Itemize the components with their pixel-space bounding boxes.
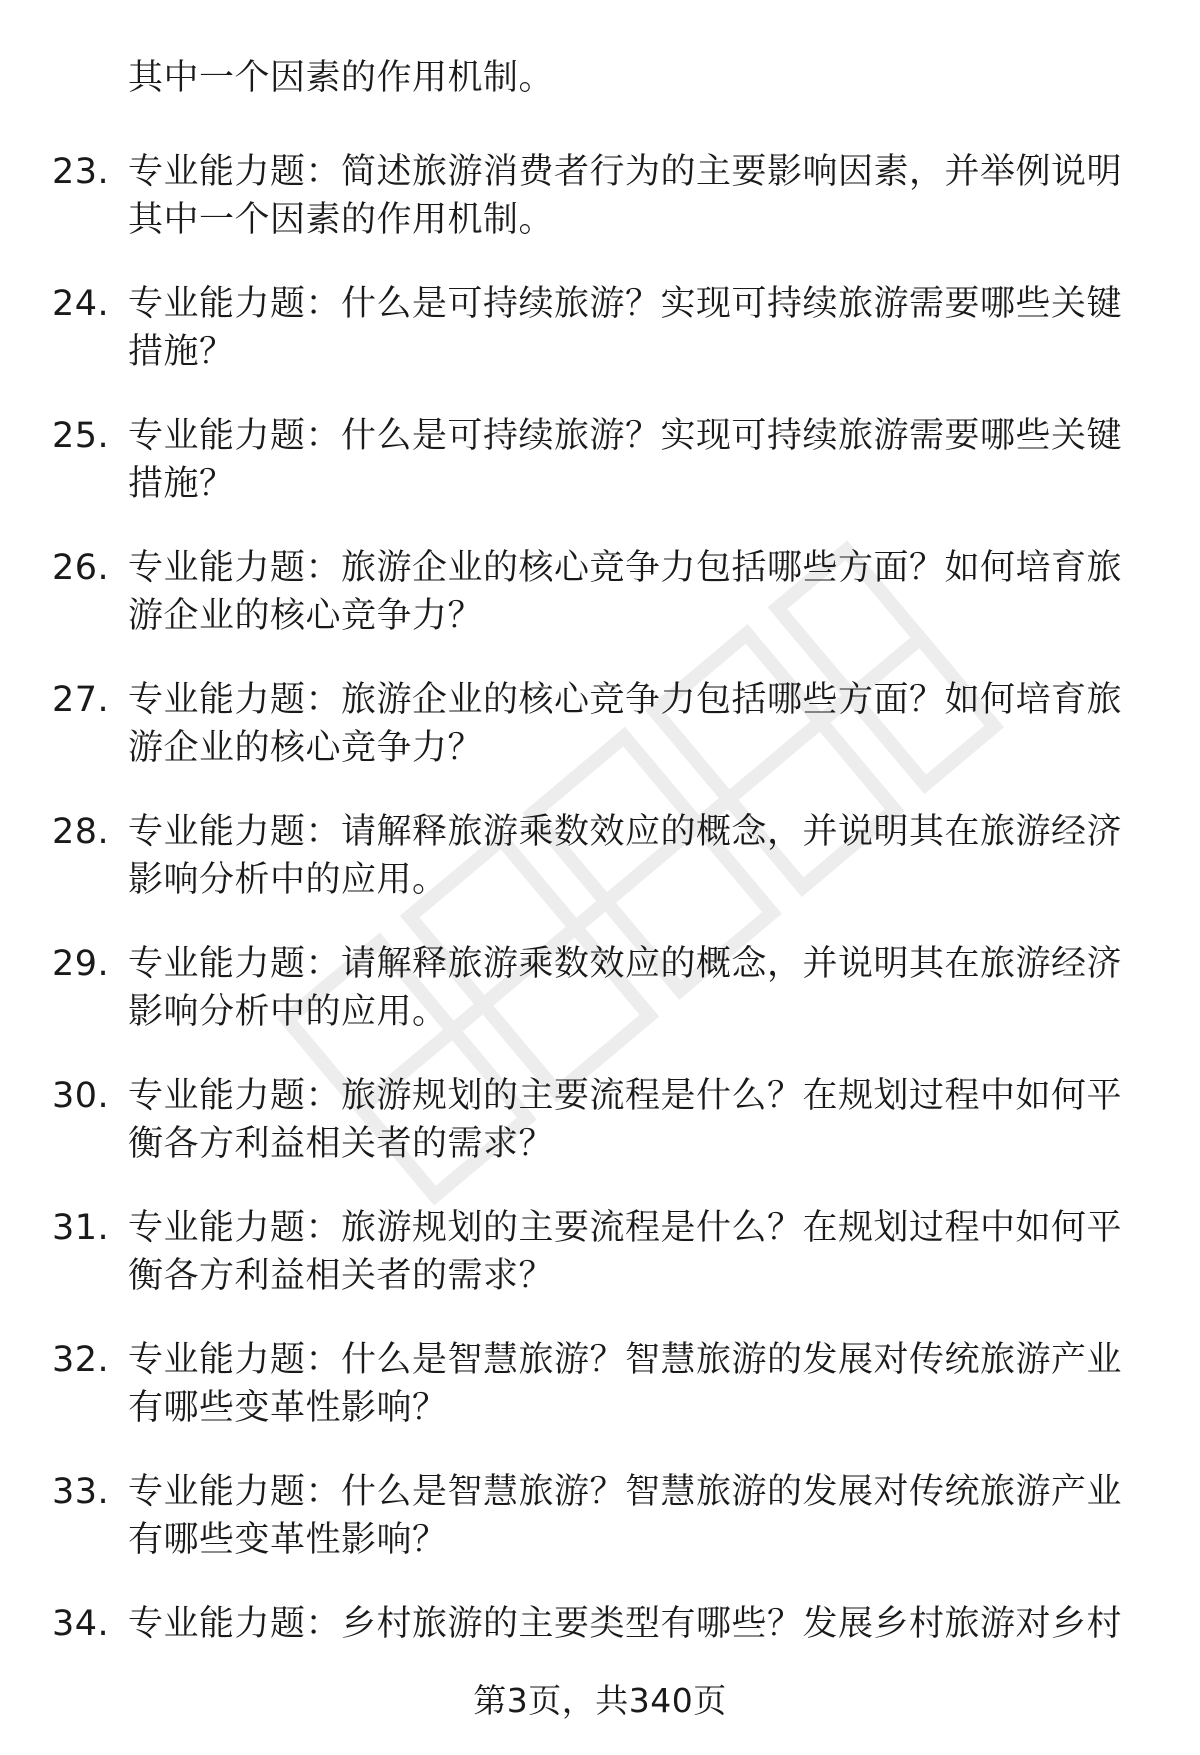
question-item — [52, 1072, 1142, 1204]
question-number: 24. — [52, 284, 110, 324]
question-text: 专业能力题：旅游企业的核心竞争力包括哪些方面？如何培育旅游企业的核心竞争力？ — [128, 680, 1123, 768]
question-text: 专业能力题：什么是智慧旅游？智慧旅游的发展对传统旅游产业有哪些变革性影响？ — [128, 1340, 1123, 1428]
question-text: 专业能力题：什么是智慧旅游？智慧旅游的发展对传统旅游产业有哪些变革性影响？ — [128, 1472, 1123, 1560]
question-text: 专业能力题：简述旅游消费者行为的主要影响因素，并举例说明其中一个因素的作用机制。 — [128, 152, 1123, 240]
continued-question-text: 其中一个因素的作用机制。 — [128, 58, 555, 98]
question-item — [52, 1204, 1142, 1336]
page-number-footer: 第3页，共340页 — [473, 1681, 727, 1720]
question-item — [52, 412, 1142, 544]
question-item — [52, 544, 1142, 676]
question-item — [52, 280, 1142, 412]
question-text: 专业能力题：请解释旅游乘数效应的概念，并说明其在旅游经济影响分析中的应用。 — [128, 812, 1123, 900]
question-number: 28. — [52, 812, 110, 852]
question-number: 29. — [52, 944, 110, 984]
question-number: 31. — [52, 1208, 110, 1248]
question-item — [52, 1468, 1142, 1600]
question-text: 专业能力题：旅游企业的核心竞争力包括哪些方面？如何培育旅游企业的核心竞争力？ — [128, 548, 1123, 636]
question-text: 专业能力题：旅游规划的主要流程是什么？在规划过程中如何平衡各方利益相关者的需求？ — [128, 1208, 1123, 1296]
question-text: 专业能力题：请解释旅游乘数效应的概念，并说明其在旅游经济影响分析中的应用。 — [128, 944, 1123, 1032]
question-item — [52, 808, 1142, 940]
question-item — [52, 940, 1142, 1072]
question-list — [52, 148, 1142, 1732]
question-text: 专业能力题：什么是可持续旅游？实现可持续旅游需要哪些关键措施？ — [128, 284, 1123, 372]
question-item — [52, 1336, 1142, 1468]
question-number: 23. — [52, 152, 110, 192]
question-number: 32. — [52, 1340, 110, 1380]
question-text: 专业能力题：乡村旅游的主要类型有哪些？发展乡村旅游对乡村 — [128, 1604, 1123, 1644]
question-number: 26. — [52, 548, 110, 588]
question-number: 25. — [52, 416, 110, 456]
question-item — [52, 676, 1142, 808]
question-item — [52, 148, 1142, 280]
question-number: 27. — [52, 680, 110, 720]
question-text: 专业能力题：旅游规划的主要流程是什么？在规划过程中如何平衡各方利益相关者的需求？ — [128, 1076, 1123, 1164]
question-number: 34. — [52, 1604, 110, 1644]
question-text: 专业能力题：什么是可持续旅游？实现可持续旅游需要哪些关键措施？ — [128, 416, 1123, 504]
question-number: 30. — [52, 1076, 110, 1116]
question-number: 33. — [52, 1472, 110, 1512]
